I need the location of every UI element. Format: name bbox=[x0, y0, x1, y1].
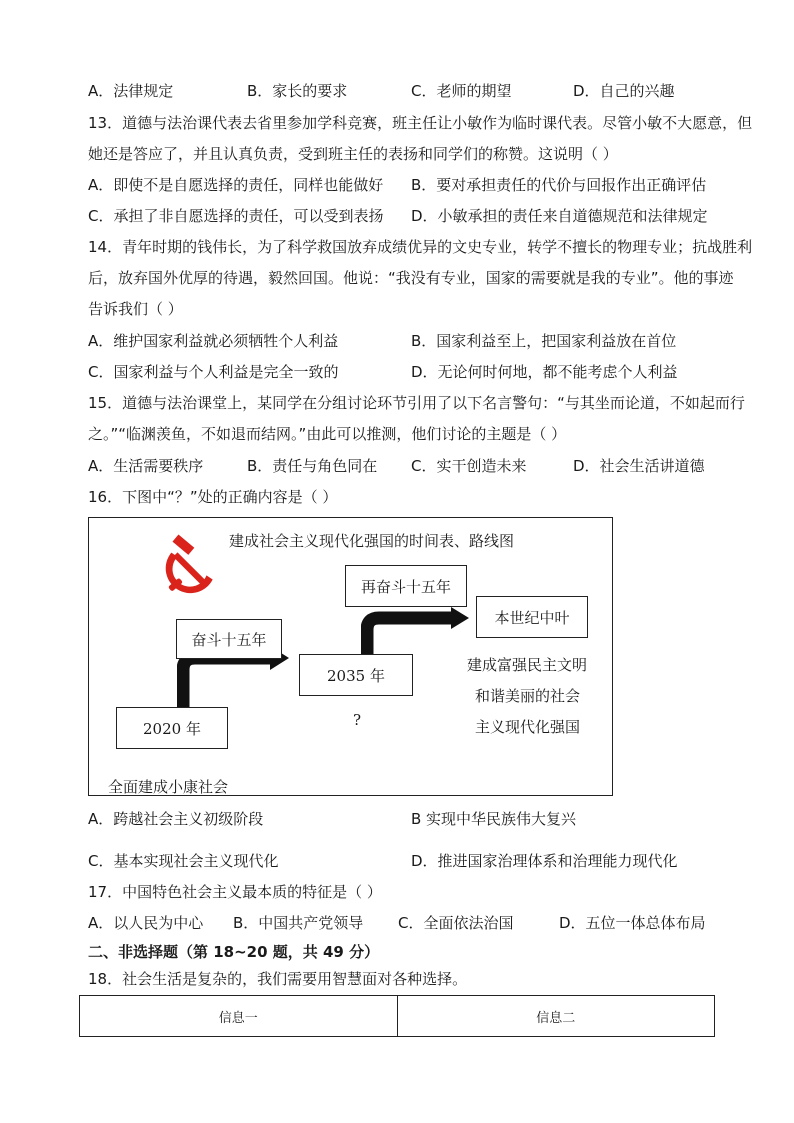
q16-option-b[interactable]: B 实现中华民族伟大复兴 bbox=[411, 810, 577, 828]
box-2035 bbox=[299, 654, 413, 696]
section-2-heading: 二、非选择题（第 18~20 题，共 49 分） bbox=[88, 943, 380, 961]
goal-line-1: 建成富强民主文明 bbox=[467, 656, 588, 674]
q14-stem-line-3: 告诉我们（ ） bbox=[88, 300, 183, 318]
q14-option-b[interactable]: B．国家利益至上，把国家利益放在首位 bbox=[411, 332, 677, 350]
box-2020 bbox=[116, 707, 228, 749]
q12-option-b[interactable]: B．家长的要求 bbox=[247, 82, 348, 100]
q17-option-d[interactable]: D．五位一体总体布局 bbox=[559, 914, 706, 932]
q15-option-c[interactable]: C．实干创造未来 bbox=[411, 457, 527, 475]
q14-stem-line-2: 后，放弃国外优厚的待遇，毅然回国。他说：“我没有专业，国家的需要就是我的专业”。他的事迹 bbox=[88, 269, 734, 287]
q12-option-a[interactable]: A．法律规定 bbox=[88, 82, 174, 100]
q16-option-a[interactable]: A．跨越社会主义初级阶段 bbox=[88, 810, 264, 828]
q15-option-a[interactable]: A．生活需要秩序 bbox=[88, 457, 204, 475]
q13-option-b[interactable]: B．要对承担责任的代价与回报作出正确评估 bbox=[411, 176, 707, 194]
arrow-2035-to-midcentury bbox=[361, 598, 481, 658]
q17-stem: 17．中国特色社会主义最本质的特征是（ ） bbox=[88, 883, 382, 901]
box-step-1 bbox=[176, 619, 282, 659]
q12-option-d[interactable]: D．自己的兴趣 bbox=[573, 82, 675, 100]
diagram-title: 建成社会主义现代化强国的时间表、路线图 bbox=[229, 532, 515, 550]
box-step-2-label: 再奋斗十五年 bbox=[360, 577, 451, 596]
q18-stem: 18．社会生活是复杂的，我们需要用智慧面对各种选择。 bbox=[88, 970, 468, 988]
box-mid-century-label: 本世纪中叶 bbox=[494, 608, 570, 627]
q13-stem-line-1: 13．道德与法治课代表去省里参加学科竞赛，班主任让小敏作为临时课代表。尽管小敏不大愿意，但 bbox=[88, 114, 753, 132]
q17-option-a[interactable]: A．以人民为中心 bbox=[88, 914, 204, 932]
label-2020: 全面建成小康社会 bbox=[108, 778, 229, 796]
goal-line-2: 和谐美丽的社会 bbox=[475, 687, 581, 705]
q16-option-d[interactable]: D．推进国家治理体系和治理能力现代化 bbox=[411, 852, 678, 870]
q16-option-c[interactable]: C．基本实现社会主义现代化 bbox=[88, 852, 279, 870]
q17-option-b[interactable]: B．中国共产党领导 bbox=[233, 914, 364, 932]
q18-info-table bbox=[79, 995, 715, 1037]
q13-option-c[interactable]: C．承担了非自愿选择的责任，可以受到表扬 bbox=[88, 207, 384, 225]
box-2035-label: 2035 年 bbox=[327, 666, 385, 685]
roadmap-diagram bbox=[88, 517, 613, 796]
goal-line-3: 主义现代化强国 bbox=[475, 718, 581, 736]
q14-stem-line-1: 14．青年时期的钱伟长，为了科学救国放弃成绩优异的文史专业，转学不擅长的物理专业；抗战胜利 bbox=[88, 238, 753, 256]
q12-option-c[interactable]: C．老师的期望 bbox=[411, 82, 512, 100]
box-step-1-label: 奋斗十五年 bbox=[191, 630, 267, 649]
question-mark: ? bbox=[353, 711, 362, 729]
q15-stem-line-2: 之。”“临渊羡鱼，不如退而结网。”由此可以推测，他们讨论的主题是（ ） bbox=[88, 425, 567, 443]
party-emblem-icon bbox=[161, 534, 223, 596]
box-2020-label: 2020 年 bbox=[143, 719, 201, 738]
table-header-info-2: 信息二 bbox=[397, 996, 715, 1036]
q14-option-d[interactable]: D．无论何时何地，都不能考虑个人利益 bbox=[411, 363, 678, 381]
q14-option-c[interactable]: C．国家利益与个人利益是完全一致的 bbox=[88, 363, 339, 381]
q13-option-a[interactable]: A．即使不是自愿选择的责任，同样也能做好 bbox=[88, 176, 384, 194]
q15-option-d[interactable]: D．社会生活讲道德 bbox=[573, 457, 705, 475]
q15-option-b[interactable]: B．责任与角色同在 bbox=[247, 457, 378, 475]
q15-stem-line-1: 15．道德与法治课堂上，某同学在分组讨论环节引用了以下名言警句：“与其坐而论道，不如起而行 bbox=[88, 394, 745, 412]
box-mid-century bbox=[476, 596, 588, 638]
q13-option-d[interactable]: D．小敏承担的责任来自道德规范和法律规定 bbox=[411, 207, 708, 225]
box-step-2 bbox=[345, 565, 467, 607]
q14-option-a[interactable]: A．维护国家利益就必须牺牲个人利益 bbox=[88, 332, 339, 350]
q16-stem: 16．下图中“？”处的正确内容是（ ） bbox=[88, 488, 338, 506]
q13-stem-line-2: 她还是答应了，并且认真负责，受到班主任的表扬和同学们的称赞。这说明（ ） bbox=[88, 145, 618, 163]
table-header-info-1: 信息一 bbox=[218, 1010, 258, 1026]
q17-option-c[interactable]: C．全面依法治国 bbox=[398, 914, 514, 932]
